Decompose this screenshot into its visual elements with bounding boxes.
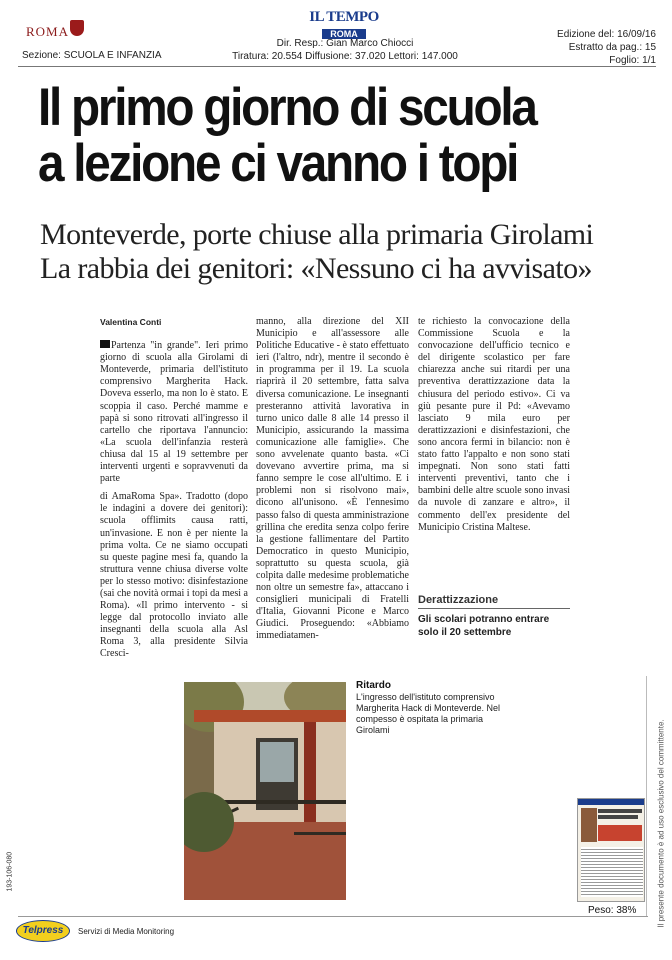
subhead-line-2: La rabbia dei genitori: «Nessuno ci ha avvisato» [40,252,592,285]
circulation-info: Tiratura: 20.554 Diffusione: 37.020 Lettori: 147.000 [232,51,458,62]
highlight-divider [418,608,570,609]
document-code [4,834,14,894]
highlight-box [418,594,570,639]
headline-line-1: Il primo giorno di scuola [38,78,536,137]
article-column-3 [418,316,570,534]
telpress-logo: Telpress [16,920,70,942]
usage-disclaimer [654,700,668,930]
roma-logo: ROMA [26,24,70,39]
edition-date: Edizione del: 16/09/16 [557,29,656,40]
roma-crest-icon [70,20,84,36]
document-code-text: 193-106-080 [6,851,14,892]
masthead-title: IL TEMPO [309,9,379,25]
caption-title: Ritardo [356,680,391,691]
photo-caption [356,680,516,736]
article-column-2 [256,316,409,643]
column-3-text: te richiesto la convocazione della Commissione Scuola e la convocazione dell'ufficio tecnico e del dirigente scolastico per fare chiarezza anche sui ritardi per una preventiva derattizzazione data la chiusura del periodo estivo». Ci va giù pesante pure il Pd: «Avevamo lasciato 9 mila euro per derattizzazioni e disinfestazioni, che sono ancora fermi in bilancio: non è stato fatto l'appalto e non sono stati impegnati. Non sono stati fatti interventi preventivi, tanto che i bambini delle altre scuole sono invasi da nuvole di zanzare e altro», il commento dell'ex presidente del Municipio Cristina Maltese. [418,316,570,533]
school-entrance-photo [184,682,346,900]
monitoring-services-label: Servizi di Media Monitoring [78,927,175,936]
section-label: Sezione: SCUOLA E INFANZIA [22,50,162,61]
headline-line-2: a lezione ci vanno i topi [38,134,518,193]
frame-divider [646,676,647,916]
column-2-text: manno, alla direzione del XII Municipio e all'assessore alle Politiche Educative - è stato effettuato ieri (l'altro, ndr), mentre il secondo è in programma per il 19. La scuola riaprirà il 20 settembre, fatta salva diversa comunicazione. Le insegnanti presteranno attività lavorativa in turno unico dalle 8 alle 14 presso il Municipio, assicurando la massima comunicazione alle famiglie». Che sono avvelenate quanto basta. «Ci dovevano avvertire prima, ma si fanno sempre le cose all'ultimo. E i problemi non si risolvono mai», dicono all'unisono. «È l'ennesimo passo falso di questa amministrazione grillina che eredita senza colpo ferire la gestione fallimentare del Partito Democratico in questo Municipio, soprattutto su questa scuola, già colpita dalle medesime problematiche non oltre un semestre fa», attaccano i consiglieri municipali di Fratelli d'Italia, Giovanni Picone e Marco Giudici. Proseguendo: «Abbiamo immediatamen- [256,316,409,642]
subhead-line-1: Monteverde, porte chiuse alla primaria Girolami [40,218,594,251]
page-thumbnail [577,798,645,902]
masthead-subtitle: ROMA [322,29,366,39]
caption-text: L'ingresso dell'istituto comprensivo Margherita Hack di Monteverde. Nel compesso è ospitata la primaria Girolami [356,692,501,735]
usage-disclaimer-text: Il presente documento è ad uso esclusivo del committente. [656,719,666,928]
column-1-text-a: Partenza "in grande". Ieri primo giorno di scuola alla Girolami di Monteverde, primaria dell'istituto comprensivo Margherita Hack. Doveva esserlo, ma non lo è stato. E scoppia il caso. Perché mamme e papà si sono ritrovati all'ingresso il cartello che riportava l'annuncio: «La scuola dell'infanzia resterà chiusa dal 15 al 19 settembre per interventi urgenti e sopravvenuti da parte [100,340,248,485]
article-headline [38,80,578,192]
footer-divider [18,916,648,917]
edition-meta [557,28,656,67]
press-header [20,8,660,68]
header-divider [18,66,656,67]
page-extract: Estratto da pag.: 15 [568,42,656,53]
highlight-text: Gli scolari potranno entrare solo il 20 settembre [418,614,550,638]
highlight-title: Derattizzazione [418,594,499,606]
sheet-number: Foglio: 1/1 [609,55,656,66]
column-1-text-b: di AmaRoma Spa». Tradotto (dopo le indagini a dovere dei genitori): scuola offlimits causa ratti, un'invasione. E non è per niente la prima volta. Ce ne siamo occupati su queste pagine mesi fa, quando la struttura venne chiusa diverse volte per lo stesso motivo: disinfestazione (sai che novità ormai i topi da mesi a Roma). «Il primo intervento - si legge dal protocollo inviato alle insegnanti della scuola alla Asl Roma 3, alla presidente Silvia Cresci- [100,491,248,660]
paragraph [100,340,248,485]
article-subhead [40,218,640,286]
responsible-editor: Dir. Resp.: Gian Marco Chiocci [276,38,414,49]
lead-square-icon [100,340,110,348]
article-column-1 [100,316,248,661]
weight-label: Peso: 38% [588,905,637,916]
article-author: Valentina Conti [100,317,162,327]
